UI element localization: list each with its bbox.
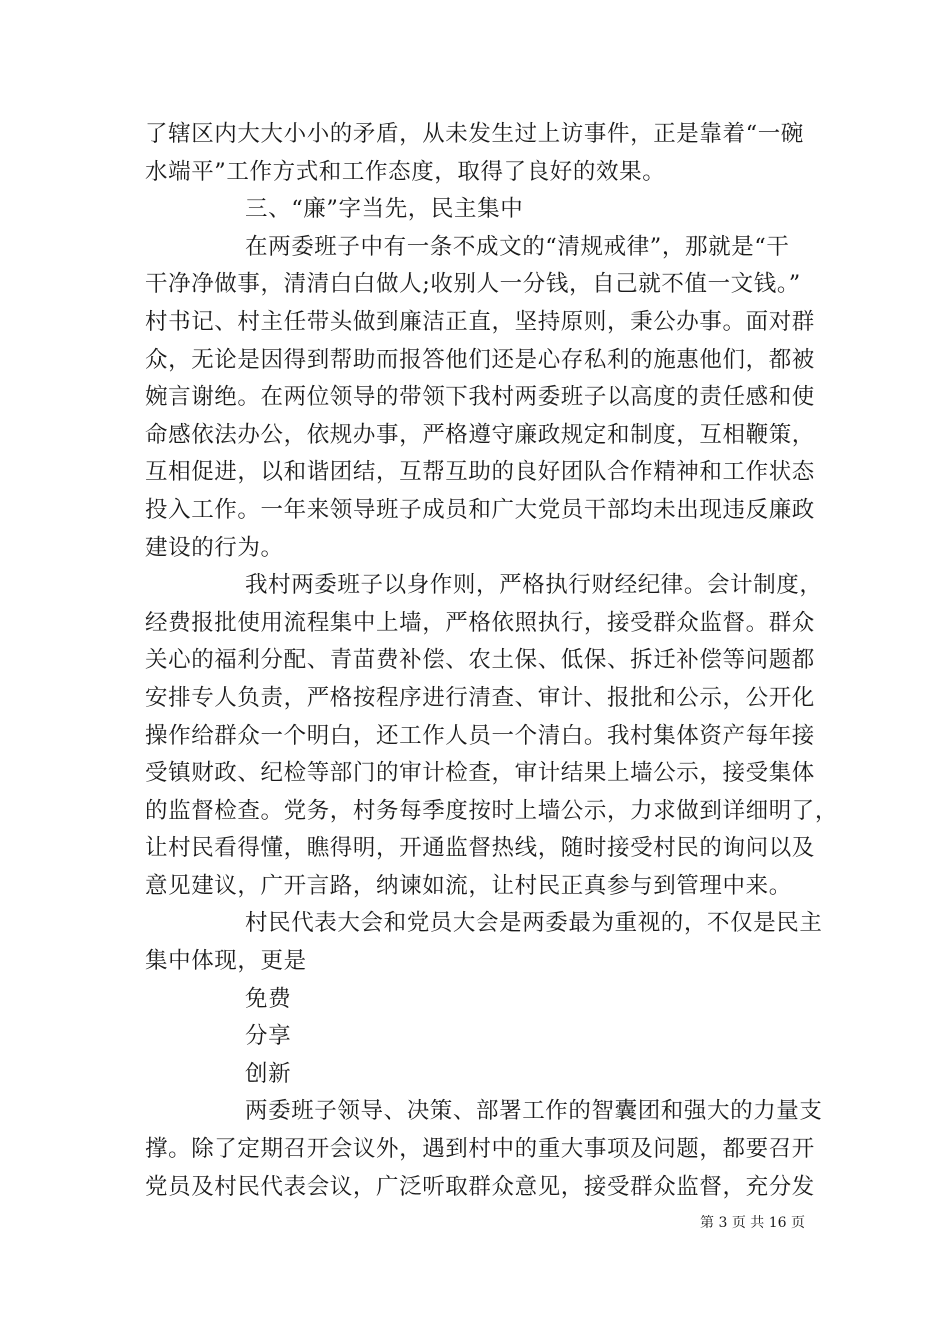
text-line: 了辖区内大大小小的矛盾，从未发生过上访事件，正是靠着“一碗 xyxy=(145,121,804,147)
page-number: 第 3 页 共 16 页 xyxy=(700,1215,805,1231)
text-line: 免费 xyxy=(245,985,292,1012)
text-line: 经费报批使用流程集中上墙，严格依照执行，接受群众监督。群众 xyxy=(145,609,815,636)
text-line: 村民代表大会和党员大会是两委最为重视的，不仅是民主 xyxy=(245,910,823,937)
text-line: 让村民看得懂，瞧得明，开通监督热线，随时接受村民的询问以及 xyxy=(145,835,815,862)
text-line: 投入工作。一年来领导班子成员和广大党员干部均未出现违反廉政 xyxy=(145,496,815,523)
text-line: 命感依法办公，依规办事，严格遵守廉政规定和制度，互相鞭策， xyxy=(145,421,815,448)
text-line: 干净净做事，清清白白做人;收别人一分钱，自己就不值一文钱。” xyxy=(145,271,801,298)
text-line: 两委班子领导、决策、部署工作的智囊团和强大的力量支 xyxy=(245,1098,823,1125)
text-line: 三、“廉”字当先，民主集中 xyxy=(245,196,524,223)
text-line: 分享 xyxy=(245,1023,292,1050)
text-line: 受镇财政、纪检等部门的审计检查，审计结果上墙公示，接受集体 xyxy=(145,760,815,787)
text-line: 在两委班子中有一条不成文的“清规戒律”，那就是“干 xyxy=(245,233,790,260)
text-line: 操作给群众一个明白，还工作人员一个清白。我村集体资产每年接 xyxy=(145,722,815,749)
text-line: 建设的行为。 xyxy=(145,534,284,561)
text-line: 村书记、村主任带头做到廉洁正直，坚持原则，秉公办事。面对群 xyxy=(145,308,815,335)
text-line: 众，无论是因得到帮助而报答他们还是心存私利的施惠他们，都被 xyxy=(145,346,815,373)
text-line: 集中体现，更是 xyxy=(145,948,307,975)
text-line: 安排专人负责，严格按程序进行清查、审计、报批和公示，公开化 xyxy=(145,684,815,711)
text-line: 党员及村民代表会议，广泛听取群众意见，接受群众监督，充分发 xyxy=(145,1173,815,1200)
text-line: 关心的福利分配、青苗费补偿、农土保、低保、拆迁补偿等问题都 xyxy=(145,647,815,674)
text-line: 撑。除了定期召开会议外，遇到村中的重大事项及问题，都要召开 xyxy=(145,1136,815,1163)
document-body xyxy=(145,116,839,1206)
text-line: 水端平”工作方式和工作态度，取得了良好的效果。 xyxy=(145,158,666,185)
text-line: 意见建议，广开言路，纳谏如流，让村民正真参与到管理中来。 xyxy=(145,872,792,899)
text-line: 创新 xyxy=(245,1060,292,1087)
text-line: 我村两委班子以身作则，严格执行财经纪律。会计制度， xyxy=(245,572,823,599)
text-line: 婉言谢绝。在两位领导的带领下我村两委班子以高度的责任感和使 xyxy=(145,384,815,411)
text-line: 的监督检查。党务，村务每季度按时上墙公示，力求做到详细明了， xyxy=(145,797,839,824)
text-line: 互相促进，以和谐团结，互帮互助的良好团队合作精神和工作状态 xyxy=(145,459,815,486)
